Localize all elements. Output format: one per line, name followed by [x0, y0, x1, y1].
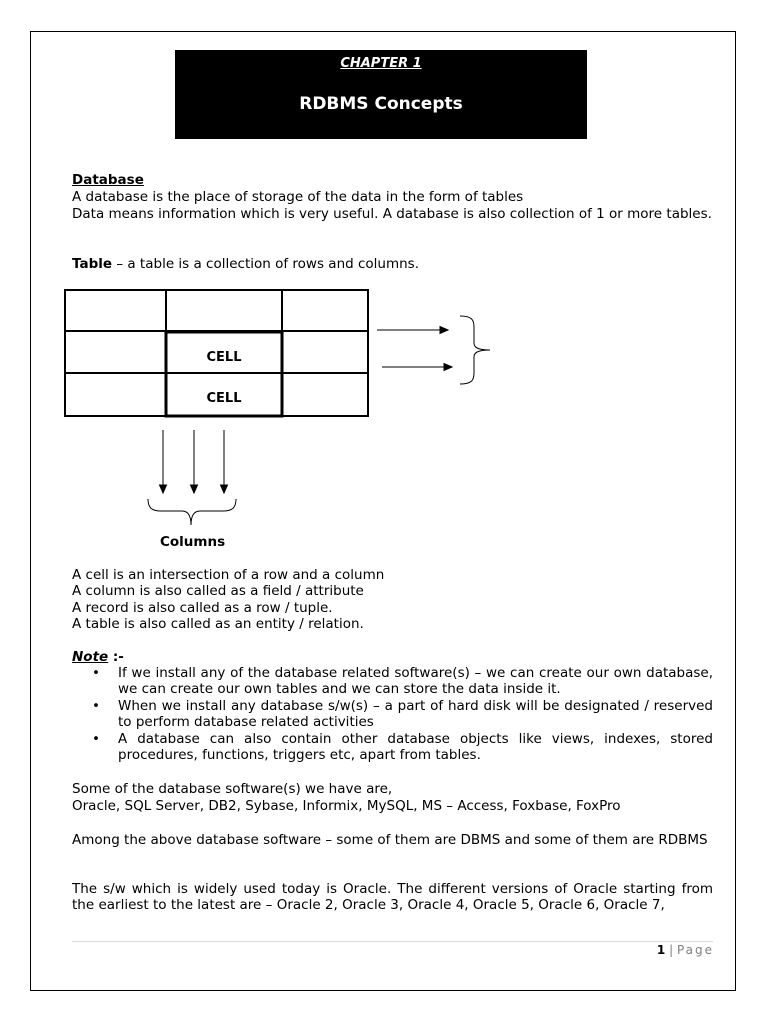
- row-arrow-2-head: [444, 364, 452, 371]
- list-item: [90, 665, 713, 698]
- table-definition: [72, 256, 419, 272]
- definition-line: A table is also called as an entity / relation.: [72, 616, 364, 632]
- list-item: [90, 731, 713, 764]
- definition-line: A record is also called as a row / tuple.: [72, 600, 333, 616]
- footer-separator: |: [669, 943, 674, 957]
- note-label: Note: [72, 649, 109, 665]
- chapter-banner: [175, 50, 587, 139]
- cell-label-1: CELL: [206, 350, 242, 365]
- definition-line: A cell is an intersection of a row and a column: [72, 567, 385, 583]
- page-title: RDBMS Concepts: [299, 94, 463, 114]
- bullet-icon: •: [92, 665, 100, 681]
- note-suffix: :-: [108, 649, 124, 665]
- software-list: Oracle, SQL Server, DB2, Sybase, Informix, MySQL, MS – Access, Foxbase, FoxPro: [72, 798, 621, 814]
- chapter-label: CHAPTER 1: [340, 56, 422, 71]
- page-number: 1: [656, 943, 666, 957]
- list-item-text: When we install any database s/w(s) – a part of hard disk will be designated / reserved to perform database related activities: [118, 697, 713, 731]
- cell-label-2: CELL: [206, 391, 242, 406]
- definition-line: A column is also called as a field / attribute: [72, 583, 364, 599]
- column-arrow-3-head: [221, 485, 228, 493]
- table-definition-text: – a table is a collection of rows and columns.: [112, 256, 420, 272]
- oracle-paragraph: The s/w which is widely used today is Oracle. The different versions of Oracle starting from the earliest to the latest are – Oracle 2, Oracle 3, Oracle 4, Oracle 5, Oracle 6, Oracle 7,: [72, 881, 713, 914]
- rows-brace: [460, 316, 490, 384]
- row-arrow-1-head: [440, 327, 448, 334]
- table-term: Table: [72, 256, 113, 272]
- list-item-text: If we install any of the database related software(s) – we can create our own database, we can create our own tables and we can store the data inside it.: [118, 665, 713, 698]
- table-diagram: [64, 289, 504, 559]
- database-heading: Database: [72, 172, 144, 188]
- software-intro: Some of the database software(s) we have are,: [72, 781, 393, 797]
- column-arrow-1-head: [160, 485, 167, 493]
- column-arrow-2-head: [191, 485, 198, 493]
- dbms-rdbms-paragraph: Among the above database software – some of them are DBMS and some of them are RDBMS: [72, 832, 708, 848]
- database-line-1: A database is the place of storage of the data in the form of tables: [72, 189, 524, 205]
- bullet-icon: •: [92, 697, 100, 714]
- note-list: [90, 665, 713, 763]
- list-item: [90, 698, 713, 731]
- columns-brace: [148, 499, 236, 525]
- columns-label: Columns: [160, 534, 226, 550]
- page-word: Page: [676, 943, 714, 957]
- database-line-2: Data means information which is very useful. A database is also collection of 1 or more tables.: [72, 206, 712, 222]
- page-footer: [657, 943, 714, 957]
- note-heading: [72, 649, 124, 665]
- bullet-icon: •: [92, 730, 100, 747]
- list-item-text: A database can also contain other database objects like views, indexes, stored procedures, functions, triggers etc, apart from tables.: [118, 730, 713, 764]
- footer-divider: [72, 941, 713, 942]
